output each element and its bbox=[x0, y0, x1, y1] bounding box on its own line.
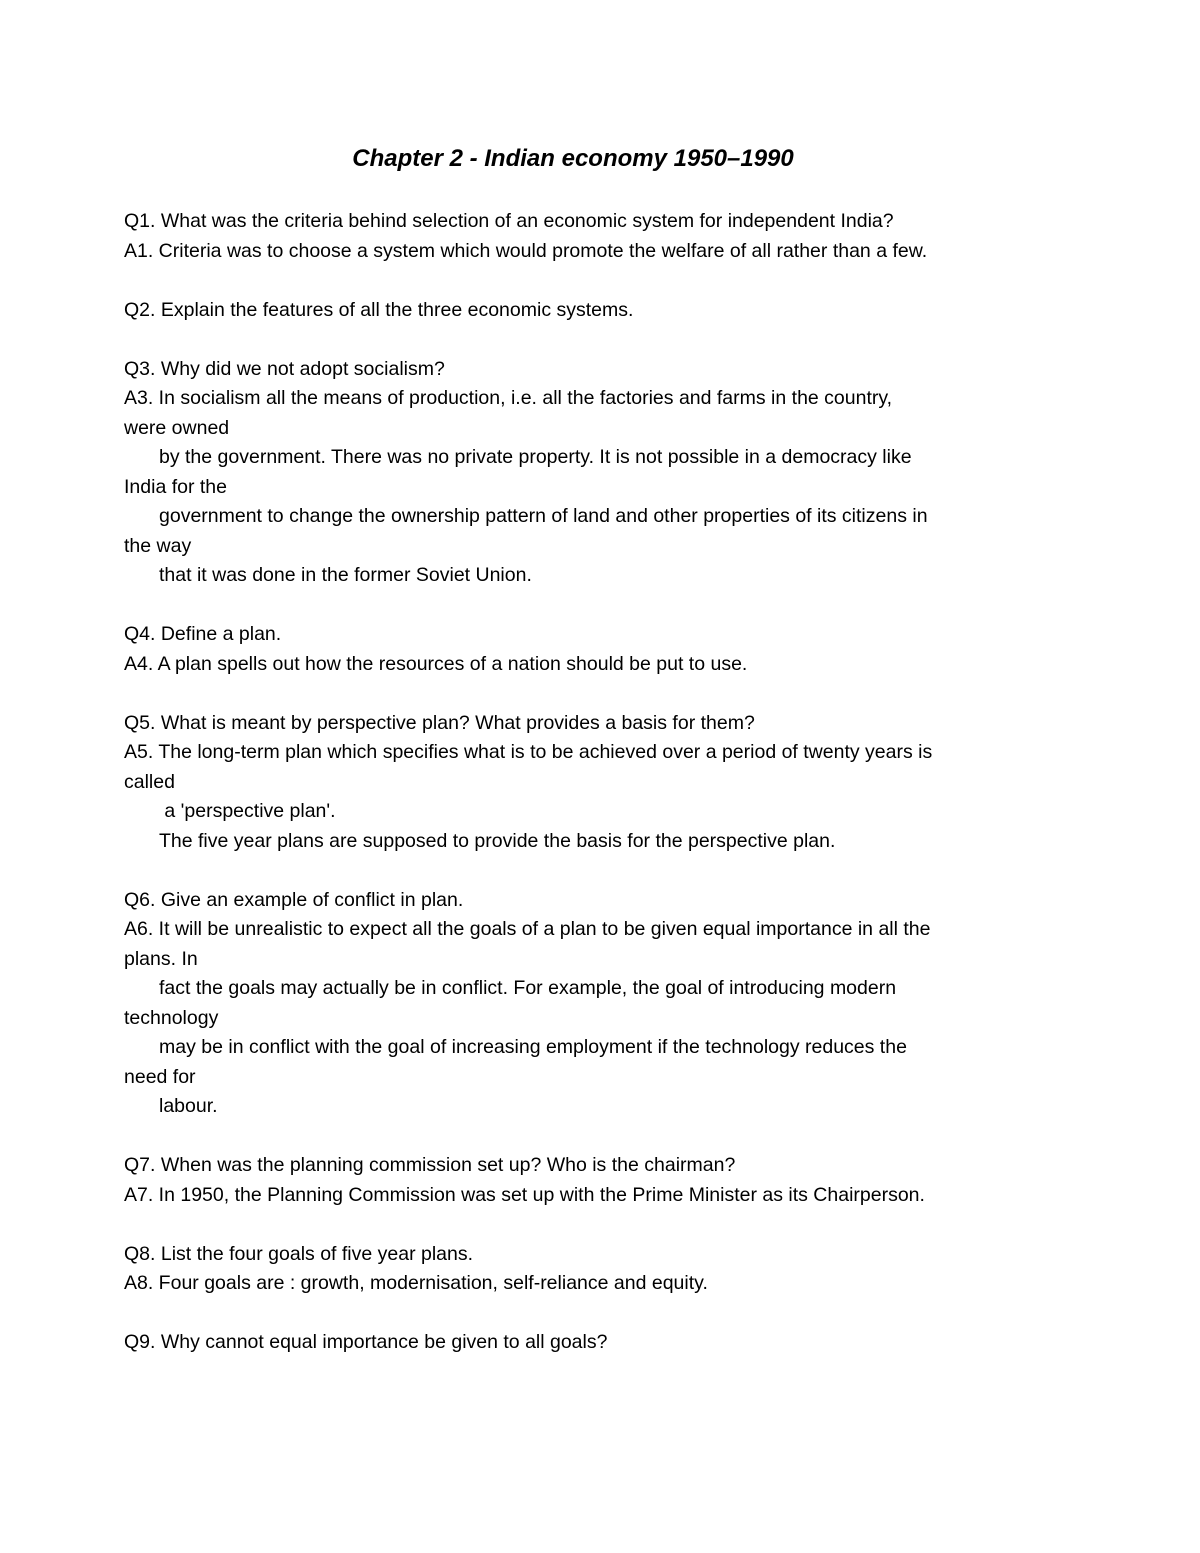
answer-continuation-line: India for the bbox=[124, 475, 227, 498]
blank-line bbox=[124, 856, 1034, 886]
chapter-title: Chapter 2 - Indian economy 1950–1990 bbox=[352, 145, 794, 172]
answer-continuation-line: fact the goals may actually be in conflict. For example, the goal of introducing modern bbox=[159, 977, 897, 999]
answer-continuation-line: the way bbox=[124, 534, 192, 557]
answer-continuation-line: need for bbox=[124, 1065, 196, 1088]
qa-content bbox=[124, 207, 1034, 1358]
answer-continuation-line: a 'perspective plan'. bbox=[159, 800, 336, 822]
answer-line: A7. In 1950, the Planning Commission was set up with the Prime Minister as its Chairperson. bbox=[124, 1183, 925, 1206]
answer-line: A1. Criteria was to choose a system which would promote the welfare of all rather than a few. bbox=[124, 239, 928, 262]
blank-line bbox=[124, 591, 1034, 621]
blank-line bbox=[124, 679, 1034, 709]
answer-line: A5. The long-term plan which specifies what is to be achieved over a period of twenty years is bbox=[124, 741, 933, 763]
question-line: Q1. What was the criteria behind selection of an economic system for independent India? bbox=[124, 210, 894, 232]
question-line: Q7. When was the planning commission set up? Who is the chairman? bbox=[124, 1154, 736, 1176]
question-line: Q3. Why did we not adopt socialism? bbox=[124, 357, 445, 380]
answer-continuation-line: were owned bbox=[124, 416, 230, 439]
question-line: Q6. Give an example of conflict in plan. bbox=[124, 888, 464, 911]
blank-line bbox=[124, 1210, 1034, 1240]
question-line: Q8. List the four goals of five year plans. bbox=[124, 1242, 474, 1265]
answer-line: A6. It will be unrealistic to expect all the goals of a plan to be given equal importance in all the bbox=[124, 918, 931, 940]
answer-continuation-line: by the government. There was no private property. It is not possible in a democracy like bbox=[159, 446, 912, 468]
answer-continuation-line: technology bbox=[124, 1006, 219, 1029]
question-line: Q9. Why cannot equal importance be given to all goals? bbox=[124, 1331, 608, 1353]
answer-continuation-line: called bbox=[124, 770, 175, 793]
answer-continuation-line: labour. bbox=[159, 1095, 218, 1117]
answer-line: A3. In socialism all the means of production, i.e. all the factories and farms in the country, bbox=[124, 387, 893, 409]
answer-continuation-line: The five year plans are supposed to provide the basis for the perspective plan. bbox=[159, 829, 836, 852]
blank-line bbox=[124, 325, 1034, 355]
answer-line: A4. A plan spells out how the resources of a nation should be put to use. bbox=[124, 652, 748, 675]
answer-continuation-line: may be in conflict with the goal of increasing employment if the technology reduces the bbox=[159, 1036, 907, 1058]
answer-line: A8. Four goals are : growth, modernisation, self-reliance and equity. bbox=[124, 1272, 708, 1294]
answer-continuation-line: that it was done in the former Soviet Union. bbox=[159, 564, 532, 586]
blank-line bbox=[124, 1122, 1034, 1152]
question-line: Q5. What is meant by perspective plan? What provides a basis for them? bbox=[124, 711, 755, 734]
question-line: Q2. Explain the features of all the three economic systems. bbox=[124, 298, 634, 321]
answer-continuation-line: plans. In bbox=[124, 947, 198, 970]
blank-line bbox=[124, 1299, 1034, 1329]
question-line: Q4. Define a plan. bbox=[124, 623, 282, 645]
answer-continuation-line: government to change the ownership pattern of land and other properties of its citizens in bbox=[159, 505, 928, 527]
blank-line bbox=[124, 266, 1034, 296]
